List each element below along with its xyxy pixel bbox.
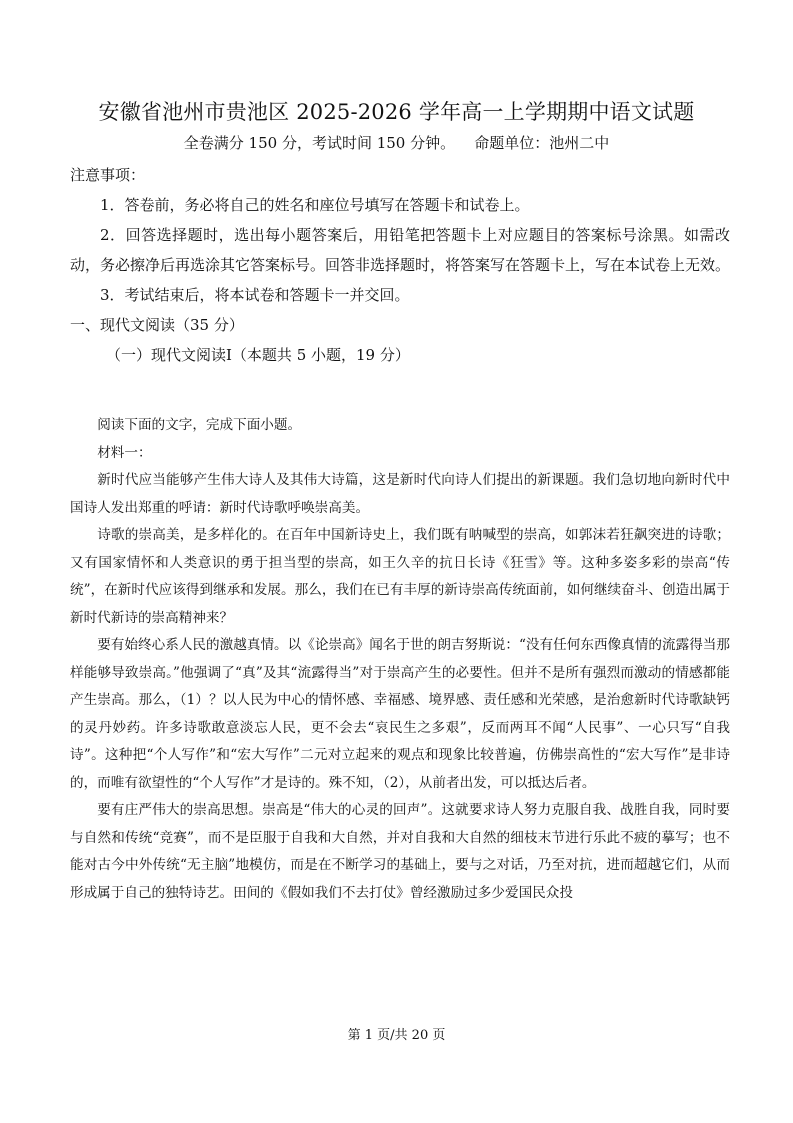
subsection-heading: （一）现代文阅读Ⅰ（本题共 5 小题，19 分）: [106, 346, 410, 364]
notice-section: [70, 160, 730, 370]
material-label: 材料一：: [97, 444, 152, 461]
reading-passage: [70, 412, 730, 907]
section-heading: 一、现代文阅读（35 分）: [70, 316, 244, 334]
exam-title: 安徽省池州市贵池区 2025-2026 学年高一上学期期中语文试题: [98, 100, 695, 124]
page-number: 第 1 页/共 20 页: [347, 1028, 446, 1043]
notice-item: 2．回答选择题时，选出每小题答案后，用铅笔把答题卡上对应题目的答案标号涂黑。如需改动，务必擦净后再选涂其它答案标号。回答非选择题时，将答案写在答题卡上，写在本试卷上无效。: [70, 226, 731, 274]
passage-paragraph: 要有庄严伟大的崇高思想。崇高是“伟大的心灵的回声”。这就要求诗人努力克服自我、战胜自我，同时要与自然和传统“竞赛”，而不是臣服于自我和大自然，并对自我和大自然的细枝末节进行乐此不疲的摹写；也不能对古今中外传统“无主脑”地模仿，而是在不断学习的基础上，要与之对话，乃至对抗，进而超越它们，从而形成属于自己的独特诗艺。田间的《假如我们不去打仗》曾经激励过多少爱国民众投: [70, 802, 730, 901]
passage-paragraph: 诗歌的崇高美，是多样化的。在百年中国新诗史上，我们既有呐喊型的崇高，如郭沫若狂飙突进的诗歌；又有国家情怀和人类意识的勇于担当型的崇高，如王久辛的抗日长诗《狂雪》等。这种多姿多彩的崇高“传统”，在新时代应该得到继承和发展。那么，我们在已有丰厚的新诗崇高传统面前，如何继续奋斗、创造出属于新时代新诗的崇高精神来？: [70, 527, 730, 626]
notice-item: 1．答卷前，务必将自己的姓名和座位号填写在答题卡和试卷上。: [100, 196, 530, 214]
instruction-text: 阅读下面的文字，完成下面小题。: [97, 417, 302, 433]
notice-item: 3．考试结束后，将本试卷和答题卡一并交回。: [100, 286, 410, 304]
passage-paragraph: 要有始终心系人民的激越真情。以《论崇高》闻名于世的朗吉努斯说：“没有任何东西像真情的流露得当那样能够导致崇高。”他强调了“真”及其“流露得当”对于崇高产生的必要性。但并不是所有强烈而激动的情感都能产生崇高。那么，（1）？以人民为中心的情怀感、幸福感、境界感、责任感和光荣感，是治愈新时代诗歌缺钙的灵丹妙药。许多诗歌敢意淡忘人民，更不会去“哀民生之多艰”，反而两耳不闻“人民事”、一心只写“自我诗”。这种把“个人写作”和“宏大写作”二元对立起来的观点和现象比较普遍，仿佛崇高性的“宏大写作”是非诗的，而唯有欲望性的“个人写作”才是诗的。殊不知，（2），从前者出发，可以抵达后者。: [70, 637, 730, 791]
exam-subtitle: 全卷满分 150 分，考试时间 150 分钟。 命题单位：池州二中: [183, 134, 610, 152]
passage-paragraph: 新时代应当能够产生伟大诗人及其伟大诗篇，这是新时代向诗人们提出的新课题。我们急切地向新时代中国诗人发出郑重的呼请：新时代诗歌呼唤崇高美。: [70, 472, 730, 516]
notice-heading: 注意事项：: [70, 166, 146, 184]
